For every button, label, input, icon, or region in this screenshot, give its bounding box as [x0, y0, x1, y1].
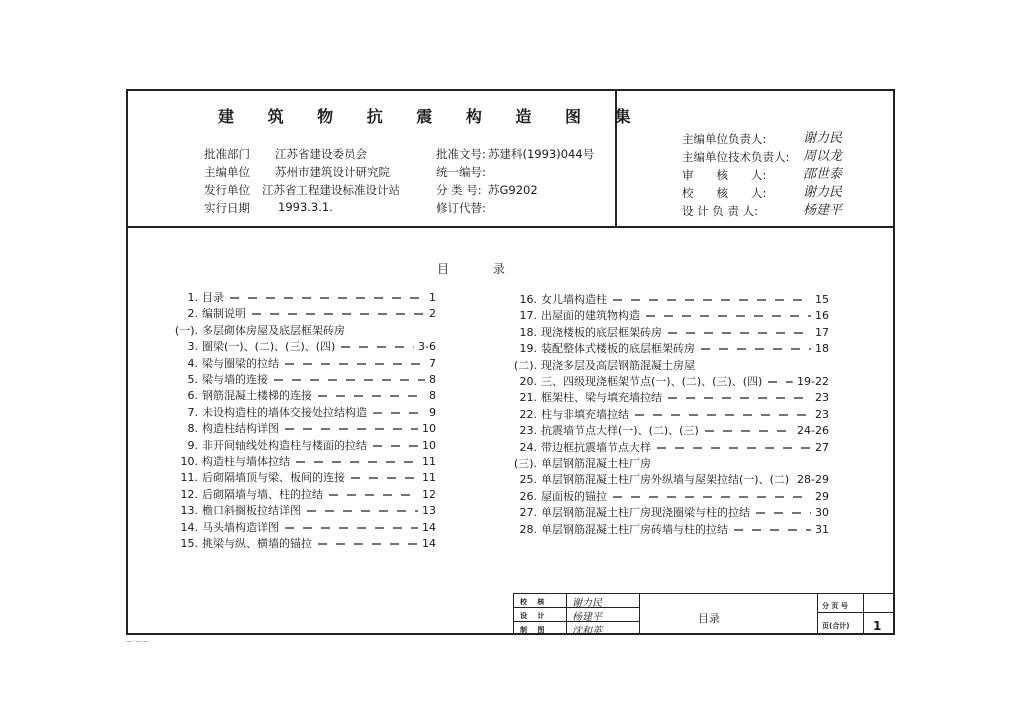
toc-item [519, 440, 651, 456]
toc-item-page: 15 [815, 293, 829, 306]
toc-item [519, 407, 629, 423]
toc-leader-dashes [635, 414, 811, 417]
toc-item-number: 27. [519, 506, 537, 520]
toc-item [187, 356, 279, 372]
toc-leader-dashes [705, 430, 793, 433]
resp-check-label: 校 核 人: [682, 186, 767, 200]
toc-item-number: 13. [180, 504, 198, 518]
info-class-no-value: 苏G9202 [488, 183, 538, 197]
toc-item [187, 306, 246, 322]
toc-item-page: 27 [815, 440, 829, 454]
toc-leader-dashes [285, 363, 425, 366]
toc-item-text: 柱与非填充墙拉结 [541, 407, 629, 421]
toc-item-page: 12 [422, 487, 436, 501]
toc-item [187, 438, 367, 454]
toc-item-page: 13 [422, 504, 436, 518]
toc-leader-dashes [701, 348, 811, 351]
toc-item-text: 未设构造柱的墙体交接处拉结构造 [202, 405, 367, 419]
titleblock-draw-label: 制 图 [520, 626, 549, 634]
info-publisher-value: 江苏省工程建设标准设计站 [262, 183, 400, 197]
toc-item-number: (一). [174, 323, 198, 337]
toc-item-number: 19. [519, 342, 537, 356]
toc-item-text: 后砌隔墙顶与梁、板间的连接 [202, 471, 345, 485]
titleblock-sig-rule [639, 593, 640, 635]
toc-item-page: 23 [815, 407, 829, 421]
toc-leader-dashes [230, 297, 425, 300]
toc-item-page: 2 [429, 307, 436, 321]
toc-item-page: 18 [815, 342, 829, 356]
toc-item [180, 470, 345, 486]
toc-item-text: 三、四级现浇框架节点(一)、(二)、(三)、(四) [541, 375, 763, 388]
corner-mark: —·—— [126, 638, 150, 645]
toc-leader-dashes [657, 447, 811, 450]
titleblock-page-label: 页(合计) [822, 622, 850, 630]
toc-leader-dashes [318, 543, 418, 546]
info-publisher-label: 发行单位 [204, 183, 250, 197]
toc-item-text: 单层钢筋混凝土柱厂房外纵墙与屋架拉结(一)、(二) [541, 473, 790, 487]
info-chief-unit-label: 主编单位 [204, 165, 250, 179]
toc-leader-dashes [373, 412, 425, 415]
toc-item-text: 框架柱、梁与填充墙拉结 [541, 391, 662, 405]
toc-item [187, 388, 312, 404]
toc-item-page: 16 [815, 309, 829, 323]
toc-item-number: 6. [187, 389, 198, 403]
titleblock-design-label: 设 计 [520, 612, 549, 620]
toc-item [519, 423, 699, 439]
toc-item-text: 单层钢筋混凝土柱厂房砖墙与柱的拉结 [541, 522, 728, 536]
toc-item-page: 14 [422, 520, 436, 534]
titleblock-page-rule [817, 593, 818, 635]
toc-item-page: 9 [429, 405, 436, 419]
toc-leader-dashes [646, 315, 811, 318]
toc-item-text: 单层钢筋混凝土柱厂房 [541, 457, 651, 470]
toc-item [519, 325, 662, 341]
toc-item-text: 钢筋混凝土楼梯的连接 [202, 389, 312, 403]
resp-tech-signature: 周以龙 [803, 149, 843, 164]
toc-item-number: 26. [519, 489, 537, 503]
toc-item [513, 358, 695, 374]
toc-item-page: 7 [429, 356, 436, 370]
toc-item [180, 520, 279, 536]
resp-tech-label: 主编单位技术负责人: [682, 150, 790, 164]
toc-item-number: 14. [180, 520, 198, 534]
titleblock-left-rule [513, 593, 514, 635]
toc-item-text: 现浇楼板的底层框架砖房 [541, 325, 662, 339]
toc-title: 目 录 [437, 262, 525, 276]
info-effective-date-value: 1993.3.1. [278, 200, 333, 214]
toc-item [519, 341, 695, 357]
info-effective-date-label: 实行日期 [204, 201, 250, 215]
toc-item-page: 28-29 [797, 473, 829, 487]
toc-item-number: 8. [187, 422, 198, 436]
toc-item-text: 编制说明 [202, 307, 246, 321]
resp-chief-signature: 谢力民 [803, 131, 843, 146]
resp-design-signature: 杨建平 [803, 203, 843, 218]
toc-leader-dashes [613, 299, 811, 302]
toc-item-text: 带边框抗震墙节点大样 [541, 440, 651, 454]
toc-item-text: 现浇多层及高层钢筋混凝土房屋 [541, 358, 695, 372]
toc-leader-dashes [668, 397, 811, 400]
toc-leader-dashes [768, 381, 793, 384]
toc-leader-dashes [668, 332, 811, 335]
toc-item [180, 487, 323, 503]
toc-item-number: 12. [180, 487, 198, 501]
toc-item-number: 7. [187, 405, 198, 419]
titleblock-design-signature: 杨建平 [572, 612, 602, 623]
header-bottom-rule [126, 226, 895, 228]
toc-item-page: 31 [815, 522, 829, 536]
toc-item-page: 30 [815, 506, 829, 520]
toc-item-number: 25. [519, 473, 537, 487]
toc-item-number: 20. [519, 375, 537, 388]
toc-item-number: 3. [187, 340, 198, 354]
resp-review-signature: 邵世泰 [803, 167, 843, 182]
toc-item [187, 339, 336, 355]
toc-item-page: 10 [422, 438, 436, 452]
info-class-no-label: 分 类 号: [436, 183, 482, 197]
toc-item-number: 28. [519, 522, 537, 536]
toc-item [187, 421, 279, 437]
info-approval-no-value: 苏建科(1993)044号 [488, 147, 595, 161]
toc-item-text: 构造柱与墙体拉结 [202, 455, 290, 468]
toc-leader-dashes [351, 477, 418, 480]
toc-item-text: 非开间轴线处构造柱与楼面的拉结 [202, 438, 367, 452]
toc-item-text: 抗震墙节点大样(一)、(二)、(三) [541, 424, 699, 438]
toc-item-number: 17. [519, 309, 537, 323]
toc-item-page: 1 [429, 291, 436, 304]
titleblock-pagenum-rule [863, 593, 864, 635]
toc-leader-dashes [274, 379, 425, 382]
toc-item-text: 梁与墙的连接 [202, 373, 268, 386]
toc-item-number: 22. [519, 407, 537, 421]
page-title: 建 筑 物 抗 震 构 造 图 集 [218, 107, 645, 126]
toc-item-number: 15. [180, 537, 198, 550]
toc-item-page: 8 [429, 389, 436, 403]
toc-item-text: 构造柱结构详图 [202, 422, 279, 436]
toc-item-number: 23. [519, 424, 537, 438]
toc-item-page: 10 [422, 422, 436, 436]
toc-item-page: 8 [429, 373, 436, 386]
toc-item-text: 梁与圈梁的拉结 [202, 356, 279, 370]
toc-item-number: 1. [187, 291, 198, 304]
toc-item-text: 屋面板的锚拉 [541, 489, 607, 503]
toc-item [519, 472, 790, 488]
toc-item-page: 23 [815, 391, 829, 405]
toc-item-page: 14 [422, 537, 436, 550]
titleblock-drawing-title: 目录 [698, 612, 720, 625]
toc-leader-dashes [285, 428, 418, 431]
toc-item-number: 24. [519, 440, 537, 454]
info-unified-no-label: 统一编号: [436, 165, 486, 179]
resp-chief-label: 主编单位负责人: [682, 132, 767, 146]
toc-item-text: 多层砌体房屋及底层框架砖房 [202, 323, 345, 337]
toc-item [519, 390, 662, 406]
titleblock-no-label: 分 页 号 [822, 602, 848, 610]
info-approval-no-label: 批准文号: [436, 147, 486, 161]
toc-item [187, 405, 367, 421]
toc-item [519, 374, 763, 390]
toc-item [174, 323, 345, 339]
toc-item [519, 489, 607, 505]
toc-item-number: 4. [187, 356, 198, 370]
titleblock-top-rule [513, 593, 895, 594]
toc-item-number: 18. [519, 325, 537, 339]
toc-item-text: 出屋面的建筑物构造 [541, 309, 640, 323]
toc-item-text: 单层钢筋混凝土柱厂房现浇圈梁与柱的拉结 [541, 506, 750, 520]
toc-item-page: 11 [422, 471, 436, 485]
toc-leader-dashes [756, 512, 811, 515]
toc-item-text: 女儿墙构造柱 [541, 293, 607, 306]
toc-item [519, 505, 750, 521]
toc-item [519, 522, 728, 538]
toc-leader-dashes [734, 529, 811, 532]
titleblock-page-number: 1 [873, 619, 882, 633]
titleblock-check-signature: 谢力民 [572, 598, 602, 609]
info-approval-dept-label: 批准部门 [204, 147, 250, 161]
toc-leader-dashes [341, 346, 414, 349]
titleblock-check-label: 校 核 [520, 598, 549, 606]
toc-leader-dashes [329, 494, 418, 497]
toc-item-number: (三). [513, 457, 537, 470]
toc-item-text: 后砌隔墙与墙、柱的拉结 [202, 487, 323, 501]
toc-item-number: 9. [187, 438, 198, 452]
toc-item-page: 29 [815, 489, 829, 503]
toc-item-page: 24-26 [797, 424, 829, 438]
toc-item-page: 3-6 [418, 340, 436, 354]
toc-item-text: 圈梁(一)、(二)、(三)、(四) [202, 340, 336, 354]
toc-item [180, 536, 312, 552]
titleblock-draw-signature: 沈和英 [572, 626, 602, 637]
toc-item-number: 16. [519, 293, 537, 306]
toc-item-text: 檐口斜搁板拉结详图 [202, 504, 301, 518]
toc-leader-dashes [252, 313, 425, 316]
info-approval-dept-value: 江苏省建设委员会 [275, 147, 367, 161]
toc-item-page: 11 [422, 455, 436, 468]
toc-item [519, 292, 607, 308]
info-revision-label: 修订代替: [436, 201, 486, 215]
toc-item-number: 21. [519, 391, 537, 405]
toc-item-text: 装配整体式楼板的底层框架砖房 [541, 342, 695, 356]
toc-leader-dashes [318, 395, 425, 398]
toc-item-number: (二). [513, 358, 537, 372]
resp-review-label: 审 核 人: [682, 168, 767, 182]
toc-leader-dashes [373, 445, 418, 448]
toc-item-page: 17 [815, 325, 829, 339]
toc-item [187, 290, 224, 306]
toc-leader-dashes [307, 510, 418, 513]
titleblock-label-rule [566, 593, 567, 635]
toc-item-number: 5. [187, 373, 198, 386]
toc-item [513, 456, 651, 472]
toc-item-text: 目录 [202, 291, 224, 304]
toc-item [180, 503, 301, 519]
toc-leader-dashes [613, 496, 811, 499]
toc-item-number: 2. [187, 307, 198, 321]
toc-item [180, 454, 290, 470]
toc-item [519, 308, 640, 324]
toc-leader-dashes [285, 527, 418, 530]
toc-item-number: 11. [180, 471, 198, 485]
resp-design-label: 设 计 负 责 人: [682, 204, 758, 218]
toc-leader-dashes [296, 461, 418, 464]
toc-item-page: 19-22 [797, 375, 829, 388]
titleblock-page-mid-rule [817, 612, 895, 613]
toc-item-number: 10. [180, 455, 198, 468]
toc-item-text: 马头墙构造详图 [202, 520, 279, 534]
toc-item [187, 372, 268, 388]
resp-check-signature: 谢力民 [803, 185, 843, 200]
info-chief-unit-value: 苏州市建筑设计研究院 [275, 165, 390, 179]
toc-item-text: 挑梁与纵、横墙的锚拉 [202, 537, 312, 550]
